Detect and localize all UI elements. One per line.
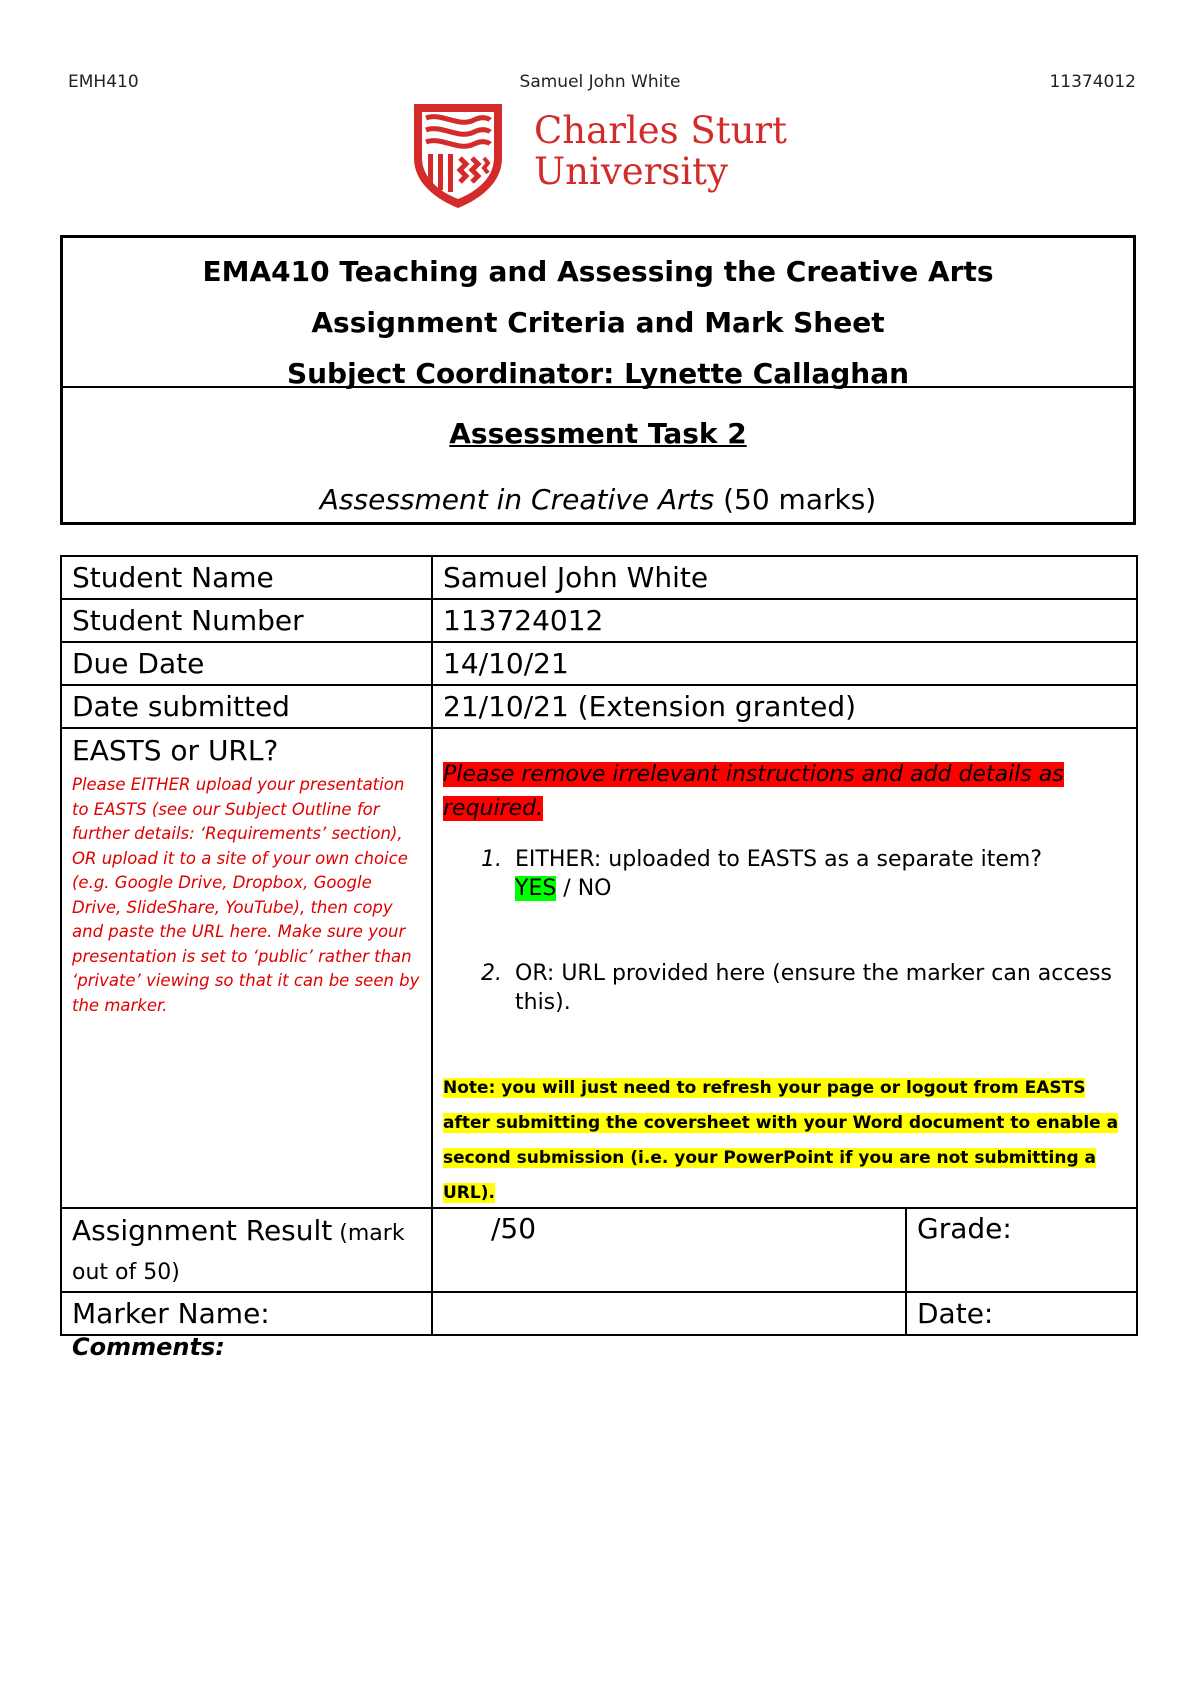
shield-icon: [408, 100, 508, 210]
easts-row: [61, 728, 1137, 1208]
logo-line-2: University: [534, 150, 728, 193]
option-1: [443, 845, 1126, 903]
subject-title: EMA410 Teaching and Assessing the Creative Arts: [202, 255, 994, 288]
result-value[interactable]: /50: [432, 1208, 906, 1292]
header-student-number: 11374012: [1049, 72, 1136, 92]
coordinator: Subject Coordinator: Lynette Callaghan: [286, 357, 910, 390]
marker-row: [61, 1292, 1137, 1335]
no-option[interactable]: / NO: [556, 876, 612, 901]
details-table: [60, 555, 1138, 1336]
university-logo: [408, 100, 808, 210]
remove-instructions-note: Please remove irrelevant instructions and add details as required.: [443, 762, 1064, 821]
date-label: Date:: [906, 1292, 1137, 1335]
table-row: [61, 556, 1137, 599]
easts-details-cell: [432, 728, 1137, 1208]
grade-label: Grade:: [906, 1208, 1137, 1292]
comments-label: Comments:: [72, 1333, 225, 1361]
marker-label: Marker Name:: [61, 1292, 432, 1335]
header-student-name: Samuel John White: [519, 72, 681, 92]
option-2-number: 2.: [481, 961, 502, 986]
option-1-text: EITHER: uploaded to EASTS as a separate item?: [515, 847, 1043, 872]
row-label: Due Date: [61, 642, 432, 685]
table-row: [61, 599, 1137, 642]
option-2-text: OR: URL provided here (ensure the marker can access this).: [515, 961, 1112, 1015]
row-value: 113724012: [432, 599, 1137, 642]
option-2: [443, 959, 1126, 1017]
table-row: [61, 685, 1137, 728]
row-value: 21/10/21 (Extension granted): [432, 685, 1137, 728]
row-value: 14/10/21: [432, 642, 1137, 685]
result-row: [61, 1208, 1137, 1292]
row-label: Student Number: [61, 599, 432, 642]
result-label-line2: out of 50): [72, 1260, 180, 1285]
task-subtitle: [63, 480, 1133, 520]
task-subtitle-marks: (50 marks): [714, 483, 877, 516]
row-label: Date submitted: [61, 685, 432, 728]
refresh-note: Note: you will just need to refresh your page or logout from EASTS after submitting the coversheet with your Word document to enable a second submission (i.e. your PowerPoint if you are not submitting a URL).: [443, 1078, 1119, 1203]
sheet-title: Assignment Criteria and Mark Sheet: [311, 306, 885, 339]
task-subtitle-italic: Assessment in Creative Arts: [319, 483, 715, 516]
result-label-cell: [61, 1208, 432, 1292]
header-subject-code: EMH410: [68, 72, 139, 92]
row-value: Samuel John White: [432, 556, 1137, 599]
easts-label: EASTS or URL?: [72, 734, 279, 767]
logo-line-1: Charles Sturt: [534, 109, 787, 152]
option-1-number: 1.: [481, 847, 502, 872]
yes-option[interactable]: YES: [515, 876, 557, 901]
task-title: Assessment Task 2: [449, 417, 747, 450]
easts-label-cell: [61, 728, 432, 1208]
result-label-small: (mark: [332, 1221, 405, 1246]
marker-name-value[interactable]: [432, 1292, 906, 1335]
result-label: Assignment Result: [72, 1214, 333, 1247]
table-row: [61, 642, 1137, 685]
title-box: [60, 235, 1136, 525]
easts-help-text: Please EITHER upload your presentation to EASTS (see our Subject Outline for further details: ‘Requirements’ section), OR upload it to a site of your own choice (e.g. Google Drive, Dropbox, Google Drive, SlideShare, YouTube), then copy and paste the URL here. Make sure your presentation is set to ‘public’ rather than ‘private’ viewing so that it can be seen by the marker.: [72, 775, 420, 1015]
row-label: Student Name: [61, 556, 432, 599]
